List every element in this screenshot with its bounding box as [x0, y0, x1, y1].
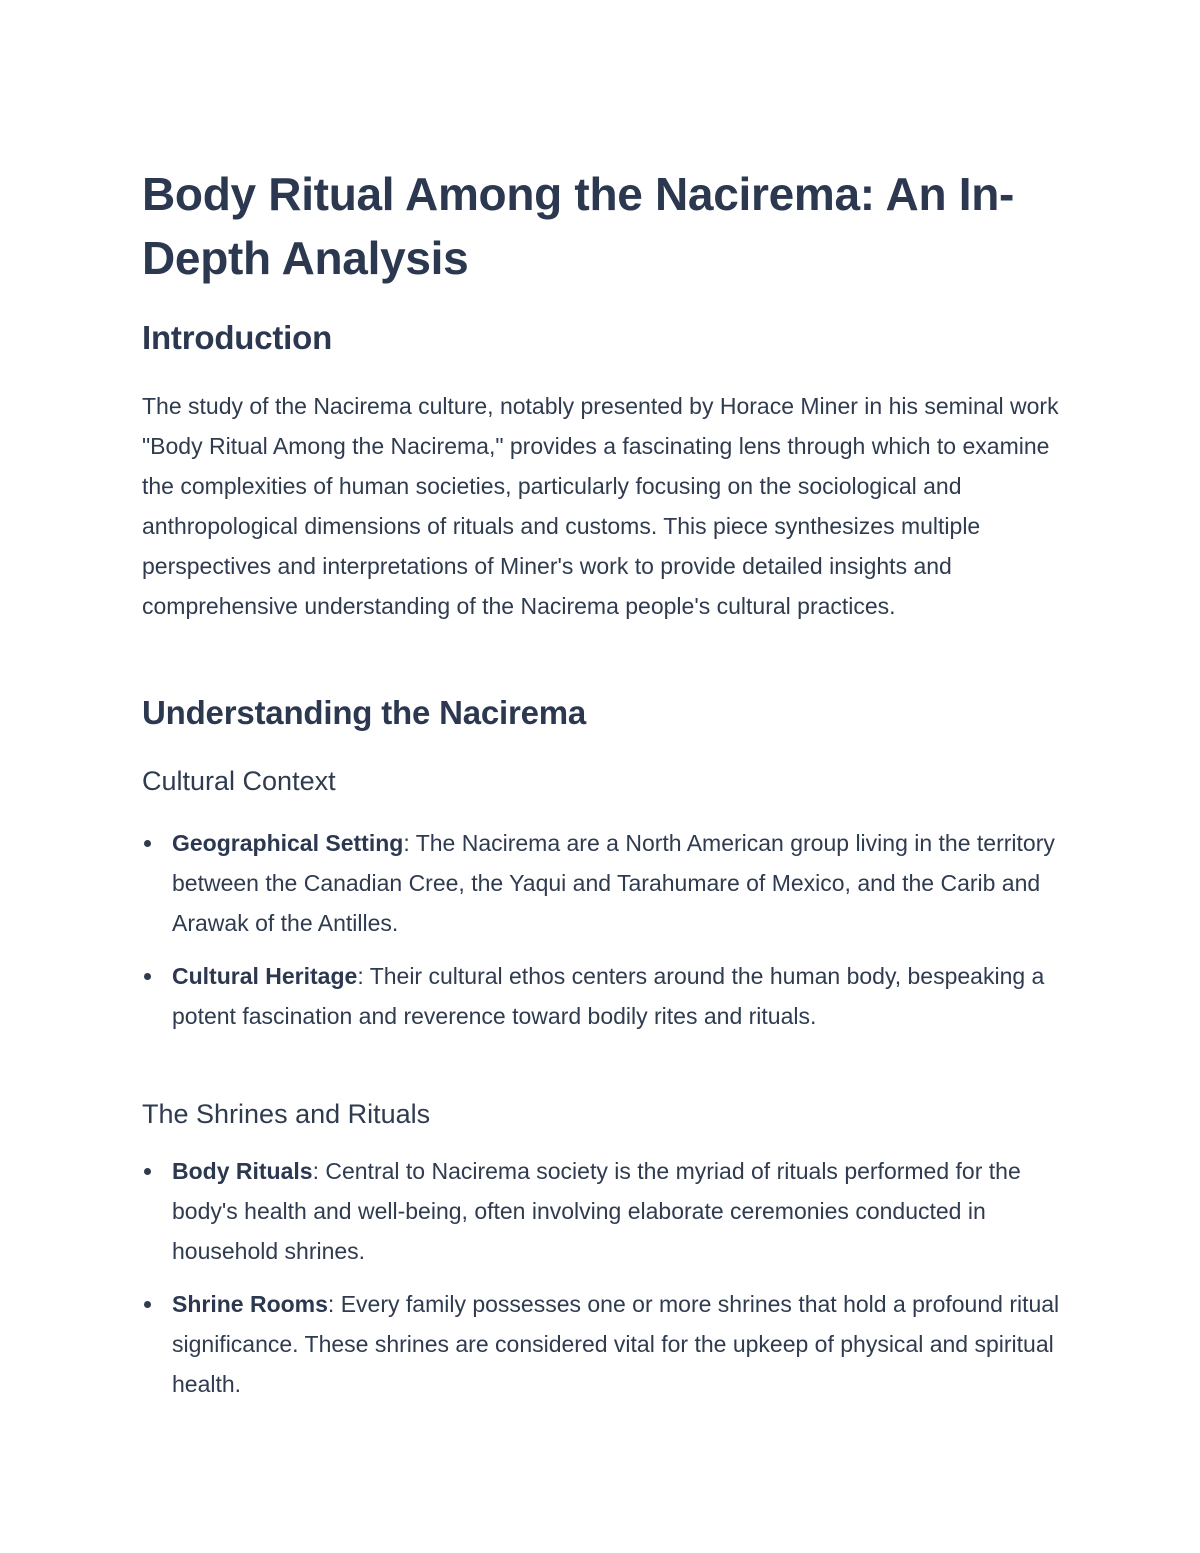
- list-item-term: Body Rituals: [172, 1158, 313, 1184]
- document-title: Body Ritual Among the Nacirema: An In-Depth Analysis: [142, 168, 1015, 284]
- introduction-paragraph: The study of the Nacirema culture, notably presented by Horace Miner in his seminal work "Body Ritual Among the Nacirema," provides a fascinating lens through which to examine the complexities of human societies, particularly focusing on the sociological and anthropological dimensions of rituals and customs. This piece synthesizes multiple perspectives and interpretations of Miner's work to provide detailed insights and comprehensive understanding of the Nacirema people's cultural practices.: [142, 393, 1059, 619]
- list-item-term: Cultural Heritage: [172, 963, 358, 989]
- list-item-text: : Their cultural ethos centers around the human body, bespeaking a potent fascination and reverence toward bodily rites and rituals.: [172, 963, 1045, 1029]
- list-item-text: : Central to Nacirema society is the myriad of rituals performed for the body's health and well-being, often involving elaborate ceremonies conducted in household shrines.: [172, 1158, 1021, 1264]
- section-heading-introduction: Introduction: [142, 319, 333, 356]
- bullet-icon: [144, 1301, 151, 1308]
- subsection-heading-cultural-context: Cultural Context: [142, 766, 336, 796]
- list-item-text: : The Nacirema are a North American group living in the territory between the Canadian Cree, the Yaqui and Tarahumare of Mexico, and the Carib and Arawak of the Antilles.: [172, 830, 1055, 936]
- section-heading-understanding: Understanding the Nacirema: [142, 694, 587, 731]
- list-item: [142, 1284, 1062, 1404]
- list-item: [142, 823, 1062, 943]
- bullet-icon: [144, 840, 151, 847]
- list-item: [142, 1151, 1062, 1271]
- cultural-context-list: [142, 823, 1062, 1049]
- subsection-heading-shrines-rituals: The Shrines and Rituals: [142, 1099, 431, 1129]
- list-item-term: Geographical Setting: [172, 830, 404, 856]
- list-item-term: Shrine Rooms: [172, 1291, 328, 1317]
- shrines-rituals-list: [142, 1151, 1062, 1417]
- bullet-icon: [144, 1168, 151, 1175]
- list-item: [142, 956, 1062, 1036]
- list-item-text: : Every family possesses one or more shrines that hold a profound ritual significance. These shrines are considered vital for the upkeep of physical and spiritual health.: [172, 1291, 1060, 1397]
- bullet-icon: [144, 973, 151, 980]
